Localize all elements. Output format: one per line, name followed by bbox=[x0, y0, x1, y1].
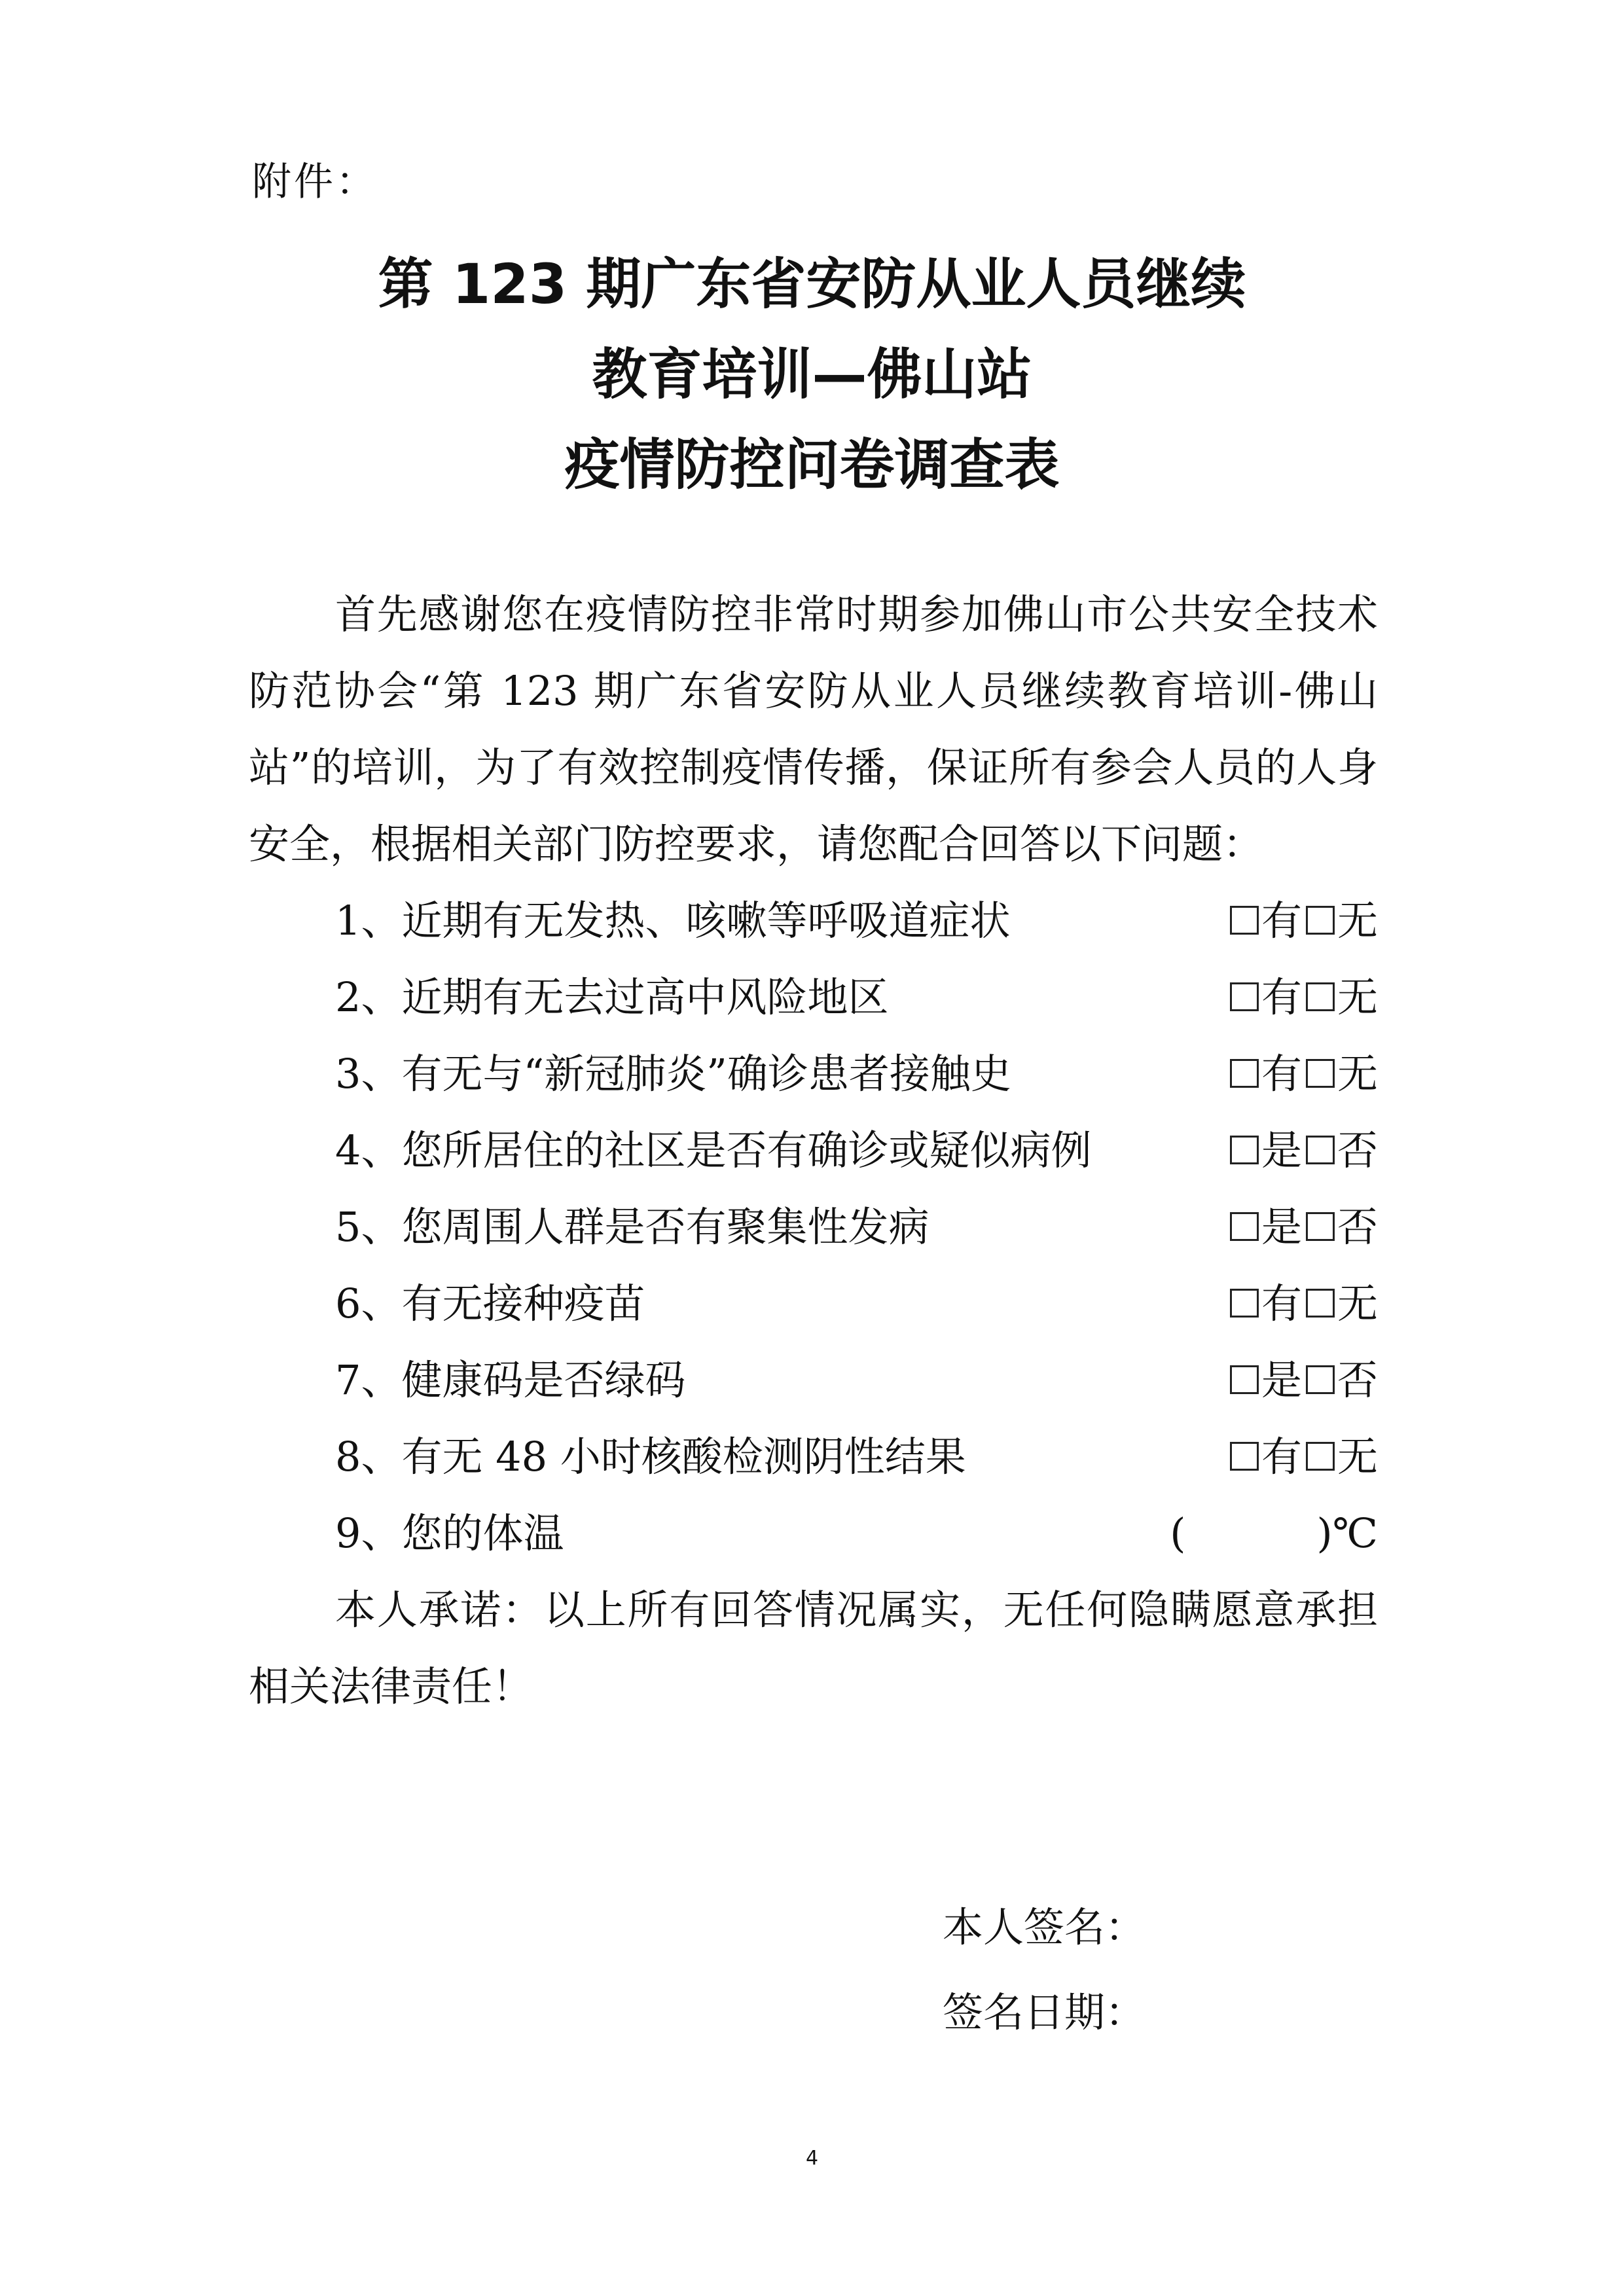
answer-options bbox=[1226, 959, 1378, 1035]
question-row bbox=[249, 1418, 1378, 1495]
temperature-field[interactable] bbox=[1170, 1495, 1378, 1571]
option-label: 有 bbox=[1261, 1433, 1302, 1480]
question-text: 8、有无 48 小时核酸检测阴性结果 bbox=[335, 1433, 966, 1480]
checkbox-option-1[interactable] bbox=[1230, 906, 1259, 935]
question-row bbox=[249, 1112, 1378, 1189]
option-label: 无 bbox=[1337, 1050, 1378, 1098]
answer-options bbox=[1226, 1265, 1378, 1342]
question-row bbox=[249, 959, 1378, 1035]
checkbox-option-2[interactable] bbox=[1306, 1059, 1335, 1088]
checkbox-option-1[interactable] bbox=[1230, 1212, 1259, 1241]
option-label: 有 bbox=[1261, 897, 1302, 944]
question-text: 3、有无与“新冠肺炎”确诊患者接触史 bbox=[335, 1050, 1011, 1098]
attachment-label: 附件： bbox=[252, 159, 378, 205]
checkbox-option-1[interactable] bbox=[1230, 1059, 1259, 1088]
question-text: 7、健康码是否绿码 bbox=[335, 1356, 686, 1404]
question-text: 4、您所居住的社区是否有确诊或疑似病例 bbox=[335, 1126, 1092, 1174]
option-label: 有 bbox=[1261, 973, 1302, 1021]
temperature-row bbox=[249, 1495, 1378, 1571]
answer-options bbox=[1226, 1342, 1378, 1418]
option-label: 无 bbox=[1337, 973, 1378, 1021]
celsius-unit: ℃ bbox=[1332, 1509, 1378, 1557]
checkbox-option-2[interactable] bbox=[1306, 1136, 1335, 1164]
temperature-question: 9、您的体温 bbox=[335, 1509, 564, 1557]
question-text: 6、有无接种疫苗 bbox=[335, 1280, 645, 1327]
question-row bbox=[249, 1035, 1378, 1112]
option-label: 否 bbox=[1337, 1356, 1378, 1404]
answer-options bbox=[1226, 1189, 1378, 1265]
checkbox-option-2[interactable] bbox=[1306, 1365, 1335, 1394]
question-list bbox=[249, 882, 1378, 1571]
checkbox-option-2[interactable] bbox=[1306, 982, 1335, 1011]
question-text: 2、近期有无去过高中风险地区 bbox=[335, 973, 889, 1021]
option-label: 否 bbox=[1337, 1203, 1378, 1251]
title-line-3: 疫情防控问卷调查表 bbox=[564, 433, 1060, 497]
option-label: 无 bbox=[1337, 1433, 1378, 1480]
close-paren: ) bbox=[1316, 1509, 1333, 1557]
option-label: 无 bbox=[1337, 897, 1378, 944]
question-text: 5、您周围人群是否有聚集性发病 bbox=[335, 1203, 929, 1251]
question-text: 1、近期有无发热、咳嗽等呼吸道症状 bbox=[335, 897, 1011, 944]
intro-paragraph: 首先感谢您在疫情防控非常时期参加佛山市公共安全技术防范协会“第 123 期广东省安防从业人员继续教育培训-佛山站”的培训，为了有效控制疫情传播，保证所有参会人员的人身安全，根据相关部门防控要求，请您配合回答以下问题： bbox=[249, 590, 1378, 868]
option-label: 否 bbox=[1337, 1126, 1378, 1174]
answer-options bbox=[1226, 1035, 1378, 1112]
option-label: 有 bbox=[1261, 1280, 1302, 1327]
answer-options bbox=[1226, 882, 1378, 959]
checkbox-option-2[interactable] bbox=[1306, 1442, 1335, 1471]
option-label: 是 bbox=[1261, 1126, 1302, 1174]
date-label: 签名日期： bbox=[943, 1988, 1146, 2036]
open-paren: ( bbox=[1170, 1509, 1186, 1557]
answer-options bbox=[1226, 1112, 1378, 1189]
checkbox-option-1[interactable] bbox=[1230, 1365, 1259, 1394]
answer-options bbox=[1226, 1418, 1378, 1495]
checkbox-option-1[interactable] bbox=[1230, 1136, 1259, 1164]
checkbox-option-1[interactable] bbox=[1230, 982, 1259, 1011]
question-row bbox=[249, 1265, 1378, 1342]
checkbox-option-1[interactable] bbox=[1230, 1442, 1259, 1471]
option-label: 无 bbox=[1337, 1280, 1378, 1327]
document-title bbox=[0, 239, 1624, 510]
question-row bbox=[249, 1189, 1378, 1265]
signature-label: 本人签名： bbox=[943, 1903, 1146, 1951]
pledge-statement: 本人承诺：以上所有回答情况属实，无任何隐瞒愿意承担相关法律责任！ bbox=[249, 1586, 1378, 1710]
option-label: 是 bbox=[1261, 1356, 1302, 1404]
signature-block bbox=[943, 1885, 1146, 2055]
title-line-1: 第 123 期广东省安防从业人员继续 bbox=[378, 252, 1246, 316]
title-line-2: 教育培训—佛山站 bbox=[592, 342, 1032, 406]
option-label: 有 bbox=[1261, 1050, 1302, 1098]
questionnaire-body bbox=[249, 576, 1378, 1725]
question-row bbox=[249, 882, 1378, 959]
page-number: 4 bbox=[805, 2147, 819, 2170]
question-row bbox=[249, 1342, 1378, 1418]
checkbox-option-2[interactable] bbox=[1306, 1212, 1335, 1241]
checkbox-option-2[interactable] bbox=[1306, 906, 1335, 935]
checkbox-option-1[interactable] bbox=[1230, 1289, 1259, 1318]
option-label: 是 bbox=[1261, 1203, 1302, 1251]
checkbox-option-2[interactable] bbox=[1306, 1289, 1335, 1318]
